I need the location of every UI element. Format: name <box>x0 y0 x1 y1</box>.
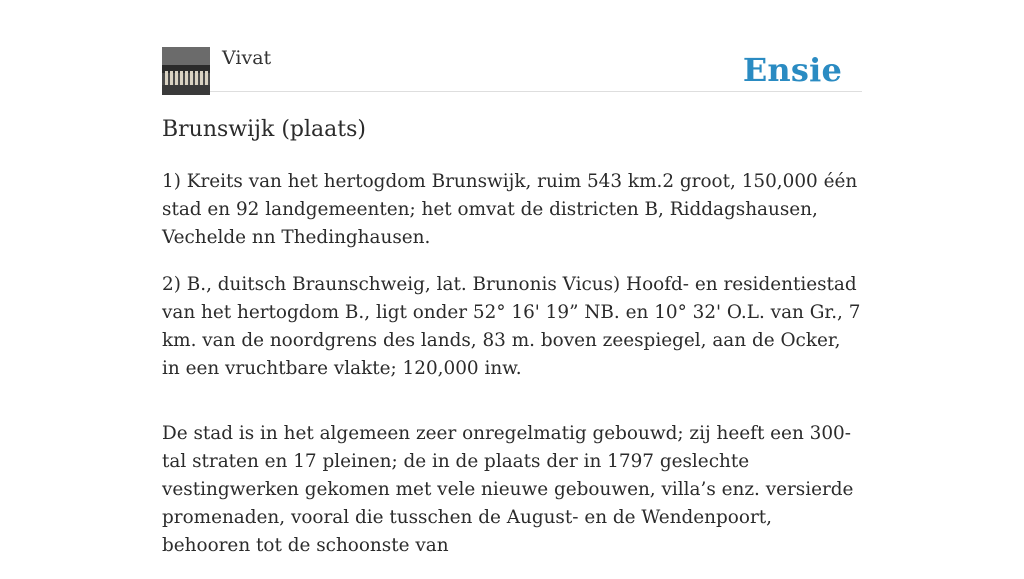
avatar-photo-icon <box>162 47 210 95</box>
article-title: Brunswijk (plaats) <box>162 117 366 142</box>
author-name[interactable]: Vivat <box>222 47 272 69</box>
site-header <box>162 40 862 92</box>
article-paragraph: 1) Kreits van het hertogdom Brunswijk, ruim 543 km.2 groot, 150,000 één stad en 92 landgemeenten; het omvat de districten B, Riddagshausen, Vechelde nn Thedinghausen. <box>162 171 858 248</box>
article-body <box>162 168 862 579</box>
site-logo[interactable]: Ensie <box>742 51 842 89</box>
author-avatar[interactable] <box>162 47 210 95</box>
article-paragraph: 2) B., duitsch Braunschweig, lat. Brunonis Vicus) Hoofd- en residentiestad van het hertogdom B., ligt onder 52° 16' 19” NB. en 10° 32' O.L. van Gr., 7 km. van de noordgrens des lands, 83 m. boven zeespiegel, aan de Ocker, in een vruchtbare vlakte; 120,000 inw. <box>162 274 861 379</box>
article-paragraph: De stad is in het algemeen zeer onregelmatig gebouwd; zij heeft een 300-tal straten en 17 pleinen; de in de plaats der in 1797 geslechte vestingwerken gekomen met vele nieuwe gebouwen, villa’s enz. versierde promenaden, vooral die tusschen de August- en de Wendenpoort, behooren tot de schoonste van <box>162 423 854 556</box>
